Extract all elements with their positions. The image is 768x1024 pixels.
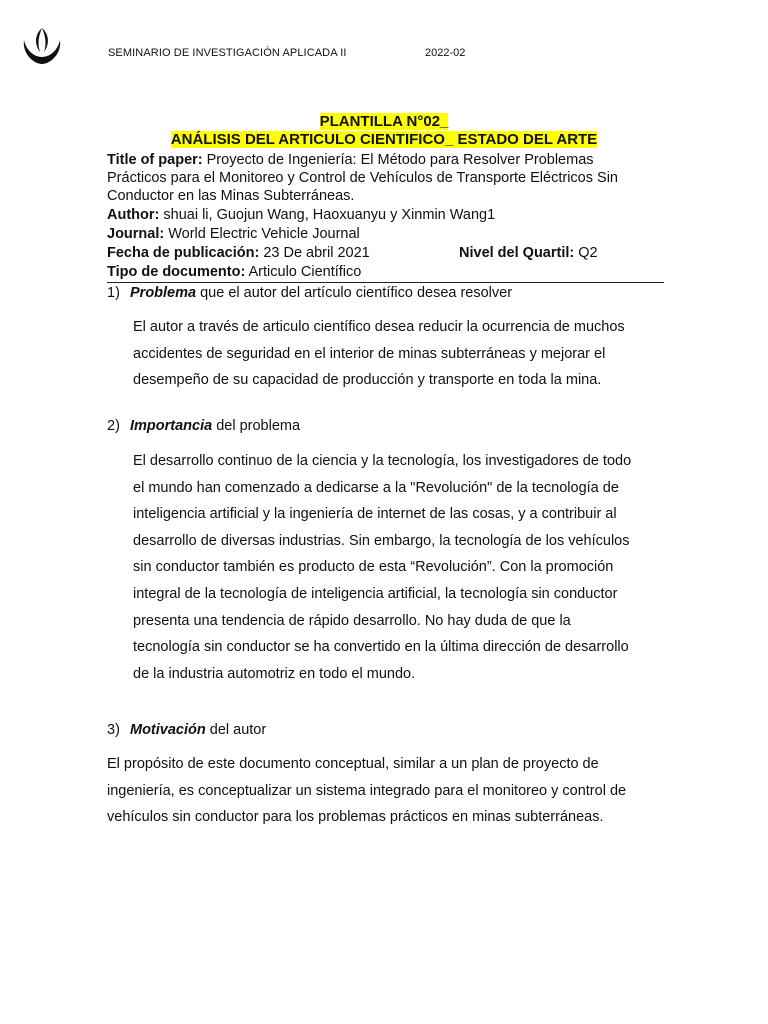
quartile-row: [459, 244, 669, 262]
section-1-heading: [107, 284, 512, 302]
paragraph-line: sin conductor también es producto de esta “Revolución”. Con la promoción: [133, 559, 614, 576]
template-title: [0, 113, 768, 131]
paper-title-label: Title of paper:: [107, 152, 203, 168]
paragraph-line: El propósito de este documento conceptual, similar a un plan de proyecto de: [107, 756, 599, 772]
section-3-heading-rest: del autor: [205, 722, 267, 738]
paragraph-line: accidentes de seguridad en el interior de minas subterráneas y mejorar el: [133, 345, 606, 362]
quartile-label: Nivel del Quartil:: [459, 245, 575, 261]
doctype-label: Tipo de documento:: [107, 264, 246, 280]
author-label: Author:: [107, 207, 160, 223]
section-2-heading: [107, 417, 300, 435]
template-title-text: PLANTILLA N°02_: [319, 113, 449, 130]
analysis-title-text: ANÁLISIS DEL ARTICULO CIENTIFICO_ ESTADO DEL ARTE: [170, 131, 598, 148]
section-2-number: 2): [107, 418, 120, 434]
term: 2022-02: [425, 47, 466, 59]
section-1-paragraph: [133, 314, 663, 394]
section-2-paragraph: [133, 448, 663, 687]
section-1-heading-rest: que el autor del artículo científico desea resolver: [196, 285, 513, 301]
paragraph-line: vehículos sin conductor para los problemas prácticos en minas subterráneas.: [107, 809, 604, 826]
section-1-number: 1): [107, 285, 120, 301]
paragraph-line: El desarrollo continuo de la ciencia y la tecnología, los investigadores de todo: [133, 453, 632, 469]
date-value: 23 De abril 2021: [263, 245, 370, 261]
analysis-title: [0, 131, 768, 149]
section-3-keyword: Motivación: [130, 722, 206, 738]
section-1-keyword: Problema: [130, 285, 197, 301]
date-label: Fecha de publicación:: [107, 245, 260, 261]
doctype-row: [107, 263, 667, 281]
section-3-number: 3): [107, 722, 120, 738]
author-value: shuai li, Guojun Wang, Haoxuanyu y Xinmin Wang1: [163, 207, 496, 223]
paragraph-line: integral de la tecnología de inteligencia artificial, la tecnología sin conductor: [133, 585, 618, 602]
paragraph-line: el mundo han comenzado a dedicarse a la "Revolución" de la tecnología de: [133, 479, 619, 496]
paper-title-line1: Proyecto de Ingeniería: El Método para Resolver Problemas: [206, 152, 594, 168]
paragraph-line: de la industria automotriz en todo el mundo.: [133, 665, 416, 682]
author-row: [107, 206, 667, 224]
paragraph-line: El autor a través de articulo científico desea reducir la ocurrencia de muchos: [133, 319, 625, 335]
journal-value: World Electric Vehicle Journal: [168, 226, 360, 242]
section-2-heading-rest: del problema: [212, 418, 301, 434]
paper-title-line2: Prácticos para el Monitoreo y Control de Vehículos de Transporte Eléctricos Sin: [107, 170, 618, 186]
paragraph-line: desarrollo de diversas industrias. Sin embargo, la tecnología de los vehículos: [133, 532, 630, 549]
section-2-keyword: Importancia: [130, 418, 213, 434]
paper-title-row: [107, 151, 667, 169]
quartile-value: Q2: [578, 245, 598, 261]
journal-row: [107, 225, 667, 243]
journal-label: Journal:: [107, 226, 165, 242]
section-3-paragraph: [107, 751, 667, 831]
section-3-heading: [107, 721, 266, 739]
paragraph-line: ingeniería, es conceptualizar un sistema integrado para el monitoreo y control de: [107, 782, 627, 799]
university-logo-icon: [20, 26, 64, 66]
paragraph-line: inteligencia artificial y la ingeniería de internet de las cosas, y a contribuir al: [133, 506, 617, 523]
doctype-value: Articulo Científico: [248, 264, 362, 280]
divider: [107, 282, 664, 283]
paragraph-line: desempeño de su capacidad de producción y transporte en toda la mina.: [133, 372, 602, 389]
paper-title-line3: Conductor en las Minas Subterráneas.: [107, 188, 355, 204]
paragraph-line: tecnología sin conductor se ha convertido en la última dirección de desarrollo: [133, 639, 629, 656]
course-name: SEMINARIO DE INVESTIGACIÓN APLICADA II: [108, 47, 347, 59]
paragraph-line: presenta una tendencia de rápido desarrollo. No hay duda de que la: [133, 612, 571, 629]
